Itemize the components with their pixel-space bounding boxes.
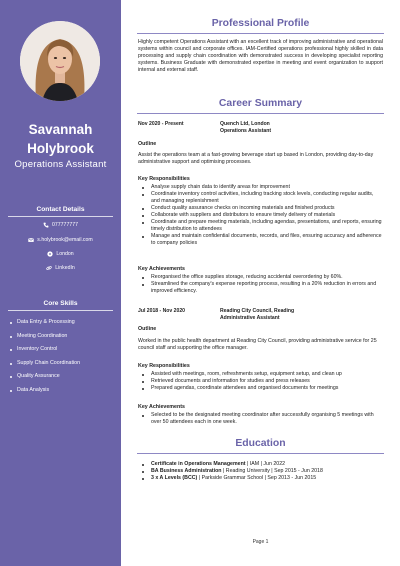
- first-name: Savannah: [28, 122, 93, 137]
- skills-divider: [8, 310, 113, 311]
- list-item: Collaborate with suppliers and distributors to ensure timely delivery of materials: [138, 212, 383, 219]
- list-item: Reorganised the office supplies storage, reducing accidental overordering by 60%.: [138, 274, 383, 281]
- education-item: [138, 468, 383, 475]
- achievements-label: Key Achievements: [138, 404, 185, 410]
- list-item: Prepared agendas, coordinate attendees and organised documents for meetings: [138, 385, 383, 392]
- job-dates: Jul 2018 - Nov 2020: [138, 308, 186, 314]
- contact-email[interactable]: [0, 237, 121, 243]
- skill-item: Quality Assurance: [10, 370, 80, 384]
- main-content: [121, 0, 400, 566]
- education-detail: | Parkside Grammar School | Sep 2013 - Jun 2015: [197, 475, 317, 481]
- job-org: Reading City Council, Reading: [220, 308, 295, 314]
- contact-location: [0, 251, 121, 257]
- contact-linkedin[interactable]: [0, 265, 121, 271]
- list-item: Conduct quality assurance checks on incoming materials and finished products: [138, 205, 383, 212]
- responsibilities-label: Key Responsibilities: [138, 363, 190, 369]
- profile-divider: [137, 33, 384, 34]
- education-item: [138, 475, 383, 482]
- contact-divider: [8, 216, 113, 217]
- responsibilities-list: [138, 184, 383, 247]
- sidebar: [0, 0, 121, 566]
- outline-label: Outline: [138, 141, 157, 147]
- list-item: Analyse supply chain data to identify areas for improvement: [138, 184, 383, 191]
- list-item: Coordinate inventory control activities, including tracking stock levels, conducting regular audits, and managing replenishment: [138, 191, 383, 205]
- map-pin-icon: [47, 251, 53, 257]
- career-heading: Career Summary: [218, 98, 303, 109]
- candidate-job-title: Operations Assistant: [14, 159, 107, 170]
- list-item: Retrieved documents and information for studies and press releases: [138, 378, 383, 385]
- skill-item: Meeting Coordination: [10, 330, 80, 344]
- achievements-list: [138, 412, 383, 426]
- skill-item: Inventory Control: [10, 343, 80, 357]
- responsibilities-list: [138, 371, 383, 392]
- email-text: s.holybrook@email.com: [37, 237, 93, 243]
- phone-icon: [43, 222, 49, 228]
- list-item: Assisted with meetings, room, refreshments setup, equipment setup, and clean up: [138, 371, 383, 378]
- profile-heading: Professional Profile: [211, 18, 310, 29]
- phone-text: 077777777: [52, 222, 78, 228]
- education-item: [138, 461, 383, 468]
- responsibilities-label: Key Responsibilities: [138, 176, 190, 182]
- contact-phone[interactable]: [0, 222, 121, 228]
- list-item: Streamlined the company's expense reporting process, resulting in a 20% reduction in errors and improved efficiency.: [138, 281, 383, 295]
- profile-photo: [20, 21, 100, 101]
- skill-item: Data Analysis: [10, 384, 80, 398]
- skills-heading: Core Skills: [43, 300, 78, 307]
- candidate-name: [0, 120, 121, 158]
- job-outline: Assist the operations team at a fast-growing beverage start up based in London, providing day-to-day administrative support and optimising processes.: [138, 152, 374, 165]
- list-item: Manage and maintain confidential documents, records, and files, ensuring accuracy and adherence to company policies: [138, 233, 383, 247]
- link-icon: [46, 265, 52, 271]
- location-text: London: [56, 251, 74, 257]
- page-number: Page 1: [252, 539, 269, 545]
- job-role: Operations Assistant: [220, 128, 272, 134]
- career-divider: [137, 113, 384, 114]
- education-detail: | IAM | Jun 2022: [245, 461, 286, 467]
- last-name: Holybrook: [27, 141, 94, 156]
- achievements-label: Key Achievements: [138, 266, 185, 272]
- job-outline: Worked in the public health department at Reading City Council, providing administrative service for 25 council staff and supporting the office manager.: [138, 338, 377, 351]
- skill-item: Supply Chain Coordination: [10, 357, 80, 371]
- portrait-image: [20, 21, 100, 101]
- education-heading: Education: [235, 438, 286, 449]
- job-org: Quench Ltd, London: [220, 121, 270, 127]
- skills-list: [10, 316, 80, 397]
- skill-item: Data Entry & Processing: [10, 316, 80, 330]
- achievements-list: [138, 274, 383, 295]
- education-title: Certificate in Operations Management: [151, 461, 246, 467]
- education-detail: | Reading University | Sep 2015 - Jun 2018: [221, 468, 323, 474]
- job-role: Administrative Assistant: [220, 315, 280, 321]
- education-title: 3 x A Levels (BCC): [151, 475, 198, 481]
- education-divider: [137, 453, 384, 454]
- job-dates: Nov 2020 - Present: [138, 121, 184, 127]
- linkedin-text: LinkedIn: [55, 265, 75, 271]
- outline-label: Outline: [138, 326, 157, 332]
- list-item: Coordinate and prepare meeting materials, including agendas, presentations, and reports, ensuring timely distribution to attendees: [138, 219, 383, 233]
- education-title: BA Business Administration: [151, 468, 222, 474]
- envelope-icon: [28, 237, 34, 243]
- contact-heading: Contact Details: [36, 206, 85, 213]
- list-item: Selected to be the designated meeting coordinator after successfully organising 5 meetings with over 50 attendees each in one week.: [138, 412, 383, 426]
- education-list: [138, 461, 383, 482]
- profile-text: Highly competent Operations Assistant with an excellent track of improving administrative and operational systems within council and corporate offices. IAM-Certified operations professional highly skilled in data processing and supply chain coordination with demonstrated success in developing specialist reporting systems. Business Graduate with demonstrated expertise in meeting and event organization to support internal and external staff.: [138, 39, 383, 73]
